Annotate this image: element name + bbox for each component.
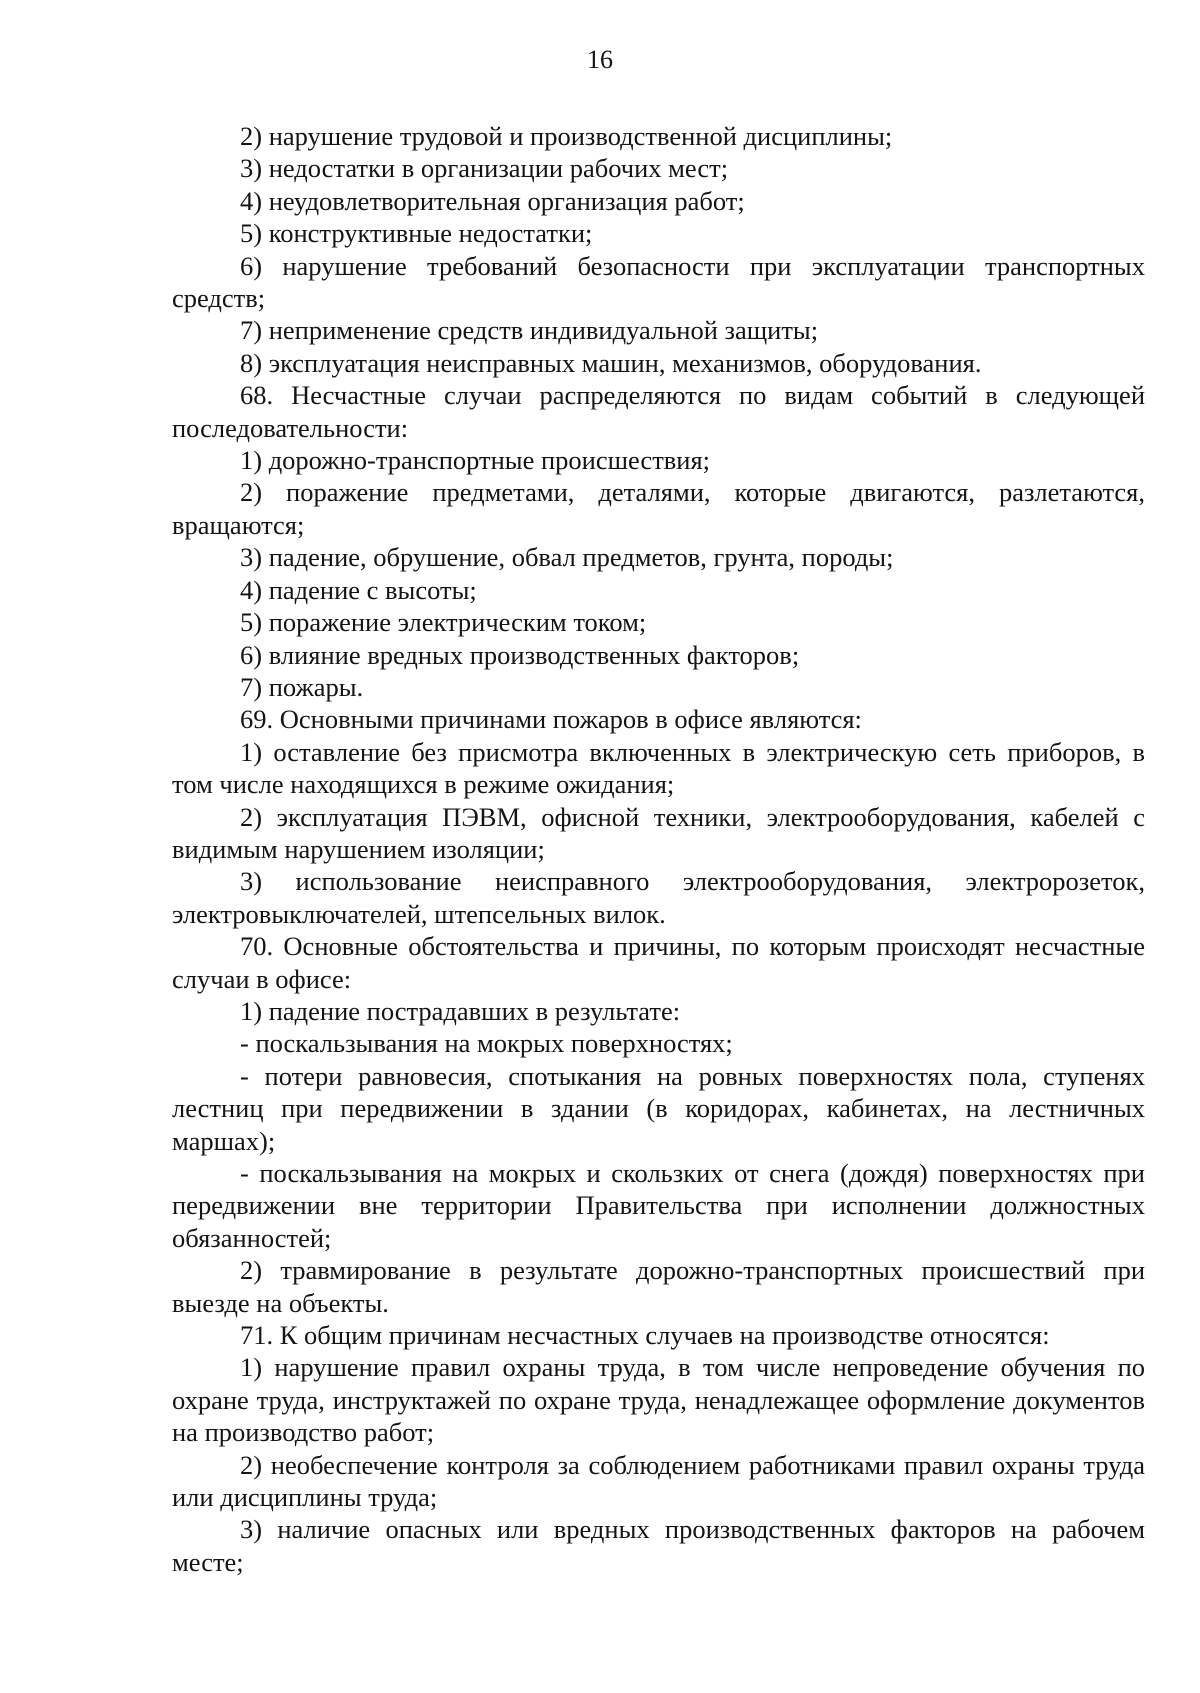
section-paragraph: 71. К общим причинам несчастных случаев на производстве относятся: xyxy=(240,1320,1050,1351)
paragraph: 6) нарушение требований безопасности при эксплуатации транспортных средств; xyxy=(172,250,1145,314)
paragraph: 5) поражение электрическим током; xyxy=(240,607,647,638)
paragraph: 3) наличие опасных или вредных производственных факторов на рабочем месте; xyxy=(172,1514,1145,1577)
paragraph: 7) неприменение средств индивидуальной защиты; xyxy=(240,315,819,346)
bullet-paragraph: - поскальзывания на мокрых и скользких от снега (дождя) поверхностях при передвижении вне территории Правительства при исполнении должностных обязанностей; xyxy=(172,1158,1145,1253)
paragraph: 1) нарушение правил охраны труда, в том числе непроведение обучения по охране труда, инструктажей по охране труда, ненадлежащее оформление документов на производство работ; xyxy=(172,1352,1145,1448)
paragraph: 3) недостатки в организации рабочих мест; xyxy=(240,153,729,184)
paragraph: 8) эксплуатация неисправных машин, механизмов, оборудования. xyxy=(240,347,982,378)
paragraph: 2) необеспечение контроля за соблюдением работниками правил охраны труда или дисциплины труда; xyxy=(172,1449,1145,1513)
paragraph: 3) использование неисправного электрооборудования, электророзеток, электровыключателей, штепсельных вилок. xyxy=(172,866,1145,929)
section-paragraph: 70. Основные обстоятельства и причины, по которым происходят несчастные случаи в офисе: xyxy=(172,931,1145,994)
section-paragraph: 69. Основными причинами пожаров в офисе являются: xyxy=(240,704,862,735)
paragraph: 6) влияние вредных производственных факторов; xyxy=(240,639,800,670)
page-number: 16 xyxy=(587,45,613,74)
paragraph: 2) эксплуатация ПЭВМ, офисной техники, электрооборудования, кабелей с видимым нарушением изоляции; xyxy=(172,801,1145,864)
paragraph: 1) дорожно-транспортные происшествия; xyxy=(240,445,711,476)
paragraph: 5) конструктивные недостатки; xyxy=(240,218,593,249)
section-paragraph: 68. Несчастные случаи распределяются по видам событий в следующей последовательности: xyxy=(172,380,1145,443)
paragraph: 3) падение, обрушение, обвал предметов, грунта, породы; xyxy=(240,542,894,573)
paragraph: 4) падение с высоты; xyxy=(240,574,477,605)
paragraph: 1) падение пострадавших в результате: xyxy=(240,995,681,1026)
paragraph: 7) пожары. xyxy=(240,671,364,702)
bullet-paragraph: - потери равновесия, спотыкания на ровных поверхностях пола, ступенях лестниц при передвижении в здании (в коридорах, кабинетах, на лестничных маршах); xyxy=(172,1060,1145,1156)
paragraph: 2) нарушение трудовой и производственной дисциплины; xyxy=(240,121,893,151)
paragraph: 2) поражение предметами, деталями, которые двигаются, разлетаются, вращаются; xyxy=(172,477,1145,540)
bullet-paragraph: - поскальзывания на мокрых поверхностях; xyxy=(240,1028,733,1059)
document-body xyxy=(172,120,1145,1578)
paragraph: 4) неудовлетворительная организация работ; xyxy=(240,185,745,216)
paragraph: 2) травмирование в результате дорожно-транспортных происшествий при выезде на объекты. xyxy=(172,1255,1145,1318)
paragraph: 1) оставление без присмотра включенных в электрическую сеть приборов, в том числе находящихся в режиме ожидания; xyxy=(172,736,1145,800)
